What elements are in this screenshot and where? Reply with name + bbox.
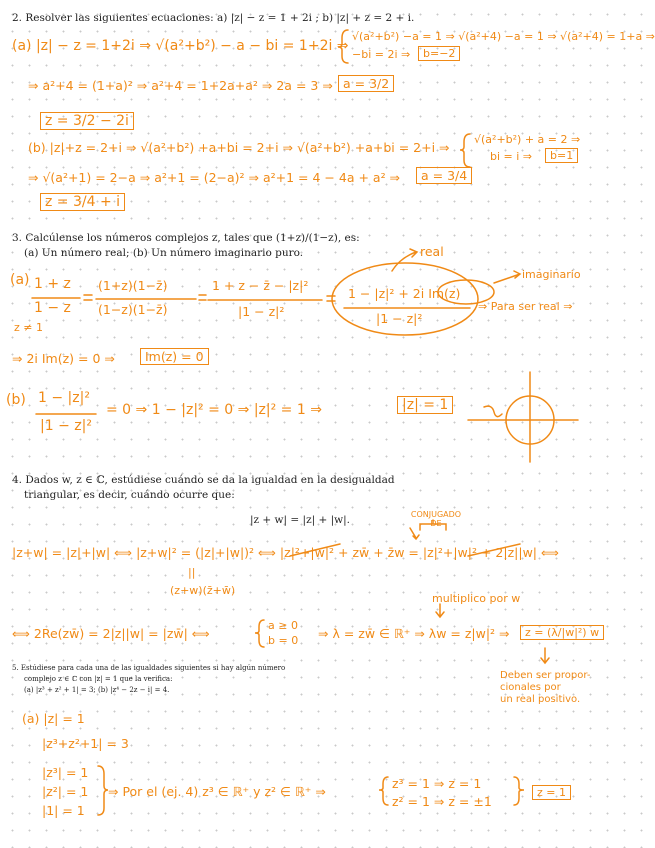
p2b-line2: ⇒ √(a²+1) = 2−a ⇒ a²+1 = (2−a)² ⇒ a²+1 = 4 − 4a + a² ⇒ [28, 170, 401, 185]
p4-sys-top: a ≥ 0 [268, 619, 298, 632]
problem-5-statement-line1: 5. Estúdiese para cada una de las igualdades siguientes si hay algún número [12, 664, 286, 672]
p3a-result: Im(z) = 0 [140, 348, 209, 365]
problem-3-sub: (a) Un número real; (b) Un número imaginario puro. [24, 247, 304, 259]
p4-line1: |z+w| = |z|+|w| ⟺ |z+w|² = (|z|+|w|)² ⟺ |z|²+|w|² + zw̄ + z̄w = |z|²+|w|² + 2|z||w| ⟺ [12, 545, 559, 560]
p3b-result: |z| = 1 [397, 396, 453, 414]
problem-4-statement-line1: 4. Dados w, z ∈ ℂ, estúdiese cuándo se da la igualdad en la desigualdad [12, 474, 395, 486]
problem-4-equation: |z + w| = |z| + |w|. [250, 514, 351, 526]
p3-frac2-den: (1−z)(1−z̄) [98, 302, 168, 317]
p2a-b-value: b=−2 [418, 46, 460, 61]
p2a-a-value: a = 3/2 [338, 75, 394, 92]
p3b-line: = 0 ⇒ 1 − |z|² = 0 ⇒ |z|² = 1 ⇒ [106, 402, 322, 418]
p3-frac1-den: 1 − z [34, 300, 71, 316]
p3-oval [332, 263, 478, 335]
p3-note-real: real [420, 244, 444, 259]
problem-5-statement-line3: (a) |z³ + z² + 1| = 3; (b) |z⁴ − 2z − i| = 4. [24, 686, 170, 694]
problem-5-statement-line2: complejo z ∈ ℂ con |z| = 1 que la verifica: [24, 675, 173, 683]
p3-frac1-num: 1 + z [34, 276, 71, 292]
p3a-label: (a) [10, 272, 30, 288]
p5-brace1: |z³| = 1 [42, 765, 89, 780]
p4-equals-mark: || [188, 566, 196, 579]
p4-note-multiplico: multiplico por w [432, 592, 521, 605]
problem-2-statement: 2. Resolver las siguientes ecuaciones: a) |z| − z = 1 + 2i ; b) |z| + z = 2 + i. [12, 12, 415, 24]
p5-brace-right [98, 766, 108, 815]
p3b-arrow [484, 406, 502, 416]
p5-res2: z² = 1 ⇒ z = ±1 [392, 794, 492, 809]
p4-expansion: (z+w)(z̄+w̄) [170, 584, 236, 597]
p3-frac4-num: 1 − |z|² + 2i Im(z) [348, 286, 461, 301]
p4-sys-bottom: b = 0 [268, 634, 299, 647]
p2b-line1: (b) |z|+z = 2+i ⇒ √(a²+b²) +a+bi = 2+i ⇒ √(a²+b²) +a+bi = 2+i ⇒ [28, 140, 450, 155]
p3-arrow-real [392, 249, 417, 271]
p2a-result: z = 3/2 − 2i [40, 112, 134, 130]
p3-condition: z ≠ 1 [14, 321, 43, 334]
p4-note-conjugado: CONJUGADO DE [410, 510, 462, 528]
p4-line2b: ⇒ λ = zw̄ ∈ ℝ⁺ ⇒ λw = z|w|² ⇒ [318, 626, 510, 641]
p2a-line2: ⇒ a²+4 = (1+a)² ⇒ a²+4 = 1+2a+a² ⇒ 2a = 3 ⇒ [28, 78, 333, 93]
p2a-line1: (a) |z| − z = 1+2i ⇒ √(a²+b²) − a − bi = 1+2i ⇒ [12, 38, 349, 54]
p4-result: z = (λ/|w|²) w [520, 625, 604, 640]
p5-results-brace-right [514, 777, 524, 805]
p2b-b-value: b=1 [545, 148, 578, 163]
p5-final: z = 1 [532, 785, 571, 800]
p3-imag-oval [438, 280, 494, 304]
p2a-brace [338, 30, 348, 63]
p3-arrow-imag [494, 271, 520, 283]
p4-multiplico-arrow [436, 604, 444, 617]
p5a-line2: |z³+z²+1| = 3 [42, 736, 129, 751]
p2b-brace [460, 134, 470, 167]
p4-cancel-1 [290, 544, 340, 556]
p5-brace2: |z²| = 1 [42, 784, 89, 799]
p4-cancel-2 [468, 544, 520, 556]
p3b-num: 1 − |z|² [38, 390, 90, 406]
p3-para-ser-real: ⇒ Para ser real ⇒ [478, 300, 573, 313]
p4-brace [255, 620, 264, 647]
p4-result-arrow [541, 648, 549, 663]
p2b-system-bottom: bi = i ⇒ [490, 150, 533, 163]
p3-frac4-den: |1 − z|² [376, 311, 423, 326]
p3-frac3-num: 1 + z − z̄ − |z|² [212, 278, 309, 293]
p3b-label: (b) [6, 392, 26, 408]
p5a-line1: (a) |z| = 1 [22, 711, 85, 726]
problem-4-statement-line2: triangular, es decir, cuándo ocurre que: [24, 489, 235, 501]
p2b-system-top: √(a²+b²) + a = 2 ⇒ [474, 133, 581, 146]
p2b-a-value: a = 3/4 [416, 167, 472, 184]
p3-note-imaginario: imaginario [522, 268, 581, 281]
p3b-den: |1 − z|² [40, 418, 92, 434]
p4-line2: ⟺ 2Re(zw̄) = 2|z||w| = |zw̄| ⟺ [12, 626, 210, 641]
p2a-system-bottom: −bi = 2i ⇒ [352, 48, 411, 61]
p3-frac3-den: |1 − z|² [238, 304, 285, 319]
p3a-line2: ⇒ 2i Im(z) = 0 ⇒ [12, 351, 115, 366]
p2b-result: z = 3/4 + i [40, 193, 125, 211]
p5-results-brace [379, 777, 388, 805]
p2a-system-top: √(a²+b²) −a = 1 ⇒ √(a²+4) −a = 1 ⇒ √(a²+4) = 1+a ⇒ [352, 30, 655, 43]
p4-conjugado-arrow [410, 528, 419, 539]
p4-note-deben: Deben ser propor- cionales por un real positivo. [500, 670, 591, 705]
p3-frac2-num: (1+z)(1−z̄) [98, 278, 168, 293]
problem-3-statement: 3. Calcúlense los números complejos z, tales que (1+z)/(1−z), es: [12, 232, 360, 244]
p5-por-el: ⇒ Por el (ej. 4) z³ ∈ ℝ⁺ y z² ∈ ℝ⁺ ⇒ [108, 784, 326, 799]
p5-brace3: |1| = 1 [42, 803, 85, 818]
p5-res1: z³ = 1 ⇒ z = 1 [392, 776, 482, 791]
p4-conjugado-bracket [420, 520, 446, 530]
